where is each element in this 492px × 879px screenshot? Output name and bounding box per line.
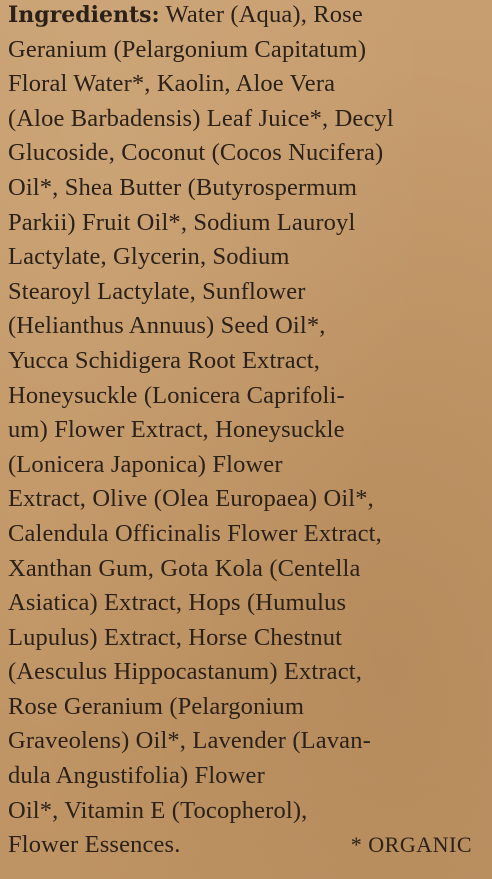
- ingredients-line-4: (Aloe Barbadensis) Leaf Juice*, Decyl: [8, 104, 394, 132]
- ingredients-line-23: dula Angustifolia) Flower: [8, 762, 265, 790]
- ingredients-line-15: Extract, Olive (Olea Europaea) Oil*,: [8, 485, 374, 513]
- ingredients-line-5: Glucoside, Coconut (Cocos Nucifera): [8, 139, 384, 167]
- ingredients-line-22: Graveolens) Oil*, Lavender (Lavan-: [8, 727, 371, 755]
- ingredients-line-17: Xanthan Gum, Gota Kola (Centella: [8, 554, 361, 582]
- ingredients-line-19: Lupulus) Extract, Horse Chestnut: [8, 623, 343, 651]
- ingredients-line-21: Rose Geranium (Pelargonium: [8, 692, 305, 720]
- ingredients-line-24: Oil*, Vitamin E (Tocopherol),: [8, 796, 308, 824]
- organic-footnote: * ORGANIC: [350, 832, 472, 858]
- ingredients-line-10: (Helianthus Annuus) Seed Oil*,: [8, 312, 326, 340]
- ingredients-heading: Ingredients:: [8, 2, 160, 28]
- ingredients-last-text: Flower Essences.: [8, 831, 181, 859]
- ingredients-line-11: Yucca Schidigera Root Extract,: [8, 346, 321, 374]
- ingredients-line-7: Parkii) Fruit Oil*, Sodium Lauroyl: [8, 208, 356, 236]
- ingredients-line-18: Asiatica) Extract, Hops (Humulus: [8, 589, 347, 617]
- ingredients-line-16: Calendula Officinalis Flower Extract,: [8, 519, 382, 547]
- ingredients-line-1: [8, 0, 484, 33]
- ingredients-line-1-text: Water (Aqua), Rose: [159, 1, 363, 28]
- ingredients-line-8: Lactylate, Glycerin, Sodium: [8, 243, 290, 271]
- ingredients-line-25: [8, 828, 484, 863]
- ingredients-line-13: um) Flower Extract, Honeysuckle: [8, 416, 345, 444]
- ingredients-line-6: Oil*, Shea Butter (Butyrospermum: [8, 173, 358, 201]
- ingredients-line-14: (Lonicera Japonica) Flower: [8, 450, 283, 478]
- ingredients-line-12: Honeysuckle (Lonicera Caprifoli-: [8, 381, 345, 409]
- ingredients-text: [8, 0, 484, 863]
- ingredients-line-2: Geranium (Pelargonium Capitatum): [8, 35, 367, 63]
- ingredients-line-20: (Aesculus Hippocastanum) Extract,: [8, 658, 362, 686]
- ingredients-line-3: Floral Water*, Kaolin, Aloe Vera: [8, 70, 336, 98]
- ingredients-line-9: Stearoyl Lactylate, Sunflower: [8, 277, 306, 305]
